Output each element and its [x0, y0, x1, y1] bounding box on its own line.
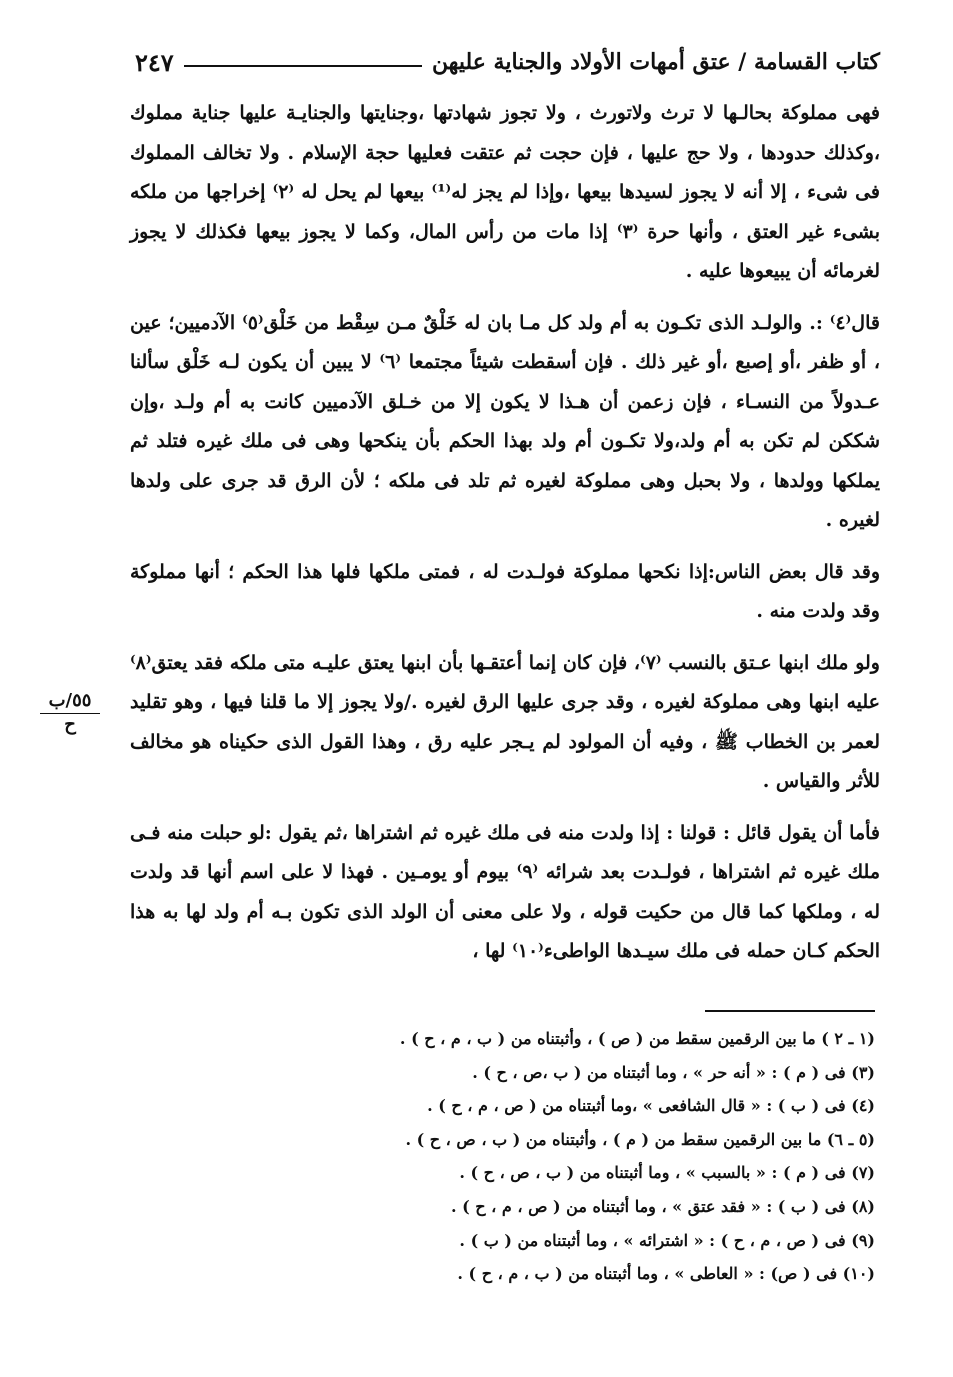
footnote: (١٠) فى ( ص) : « العاطى » ، وما أثبتناه من ( ب ، م ، ح ) . [457, 1264, 875, 1284]
footnote: (١ ـ ٢ ) ما بين الرقمين سقط من ( ص ) ، وأثبتناه من ( ب ، م ، ح ) . [399, 1029, 875, 1048]
paragraph: ولو ملك ابنها عـتق بالنسب ⁽٧⁾، فإن كان إنما أعتقـها بأن ابنها يعتق عليـه متى ملكه فقد يعتق⁽٨⁾ عليه ابنها وهى مملوكة لغيره ، وقد جرى عليها الرق لغيره ./ولا يجوز إلا ما قلنا فيها ، وهو تقليد لعمر بن الخطاب ﷺ ، وفيه أن المولود لم يـجر عليه رق ، وهذا القول الذى حكيناه هو مخالف للأثر والقياس . [130, 651, 880, 792]
page-number: ٢٤٧ [135, 47, 174, 77]
running-header [135, 42, 880, 82]
manuscript-folio-note [40, 690, 100, 735]
footnotes [300, 1022, 875, 1291]
footnote: (٤) فى ( ب ) : « قال الشافعى » ،وما أثبتناه من ( ص ، م ، ح ) . [427, 1096, 875, 1116]
footnote: (٩) فى ( ص ، م ، ح ) : « اشترائه » ، وما أثبتناه من ( ب ) . [459, 1230, 875, 1250]
paragraph: فأما أن يقول قائل : قولنا : إذا ولدت منه فى ملك غيره ثم اشتراها ،ثم يقول :لو حبلت منه فـى ملك غيره ثم اشتراها ، فولـدت بعد شرائه ⁽٩⁾ بيوم أو يومـين . فهذا لا على اسم أنها قد ولدت له ، وملكها كما قال من حكيت قوله ، ولا على معنى أن الولد الذى تكون بـه أم ولد لها به هذا الحكم كـان حمله فى ملك سيـدها الواطىء⁽١٠⁾ لها ، [130, 821, 880, 962]
main-text [130, 94, 880, 984]
paragraph: وقد قال بعض الناس:إذا نكحها مملوكة فولـدت له ، فمتى ملكها فلها هذا الحكم ؛ أنها مملوكة وقد ولدت منه . [130, 560, 880, 622]
footnote: (٣) فى ( م ) : « أنه حر » ، وما أثبتناه من ( ب ،ص ، ح ) . [472, 1062, 875, 1082]
paragraph: قال⁽٤⁾ :. والولـد الذى تكـون به أم ولد كل مـا بان له خَلْقٌ مـن سِقْط من خَلْق⁽٥⁾ الآدميين؛ عين ، أو ظفر ،أو إصبع ،أو غير ذلك . فإن أسقطت شيئاً مجتمعا ⁽٦⁾ لا يبين أن يكون لـه خَلْق سألنا عـدولاً من النسـاء ، فإن زعمن أن هـذا لا يكون إلا من خـلق الآدميين كانت به أم ولـد ،وإن شككن لم تكن به أم ولد،ولا تكـون أم ولد بهذا الحكم بأن ينكحها وهى فى ملك غيره فتلد ثم يملكها وولدها ، ولا بحبل وهى مملوكة لغيره ثم تلد فى ملكه ؛ لأن الرق قد جرى على ولدها لغيره . [130, 311, 880, 531]
footnote: (٧) فى ( م ) : « بالسبب » ، وما أثبتناه من ( ب ، ص ، ح ) . [459, 1163, 875, 1183]
footnote: (٥ ـ ٦) ما بين الرقمين سقط من ( م ) ، وأثبتناه من ( ب ، ص ، ح ) . [405, 1129, 875, 1149]
header-title: كتاب القسامة / عتق أمهات الأولاد والجناية عليهن [431, 49, 880, 75]
paragraph: فهى مملوكة بحالـها لا ترث ولاتورث ، ولا تجوز شهادتها ،وجنايتها والجنايـة عليها جناية مملوك ،وكذلك حدودها ، ولا حج عليها ، فإن حجت ثم عتقت فعليها حجة الإسلام . ولا تخالف المملوك فى شىء ، إلا أنه لا يجوز لسيدها بيعها ،وإذا لم يجز له⁽¹⁾ بيعها لم يحل له ⁽٢⁾ إخراجها من ملكه بشىء غير العتق ، وأنها حرة ⁽٣⁾ إذا مات من رأس المال، وكما لا يجوز بيعها فكذلك لا يجوز لغرمائه أن يبيعوها عليه . [130, 102, 880, 282]
header-rule [184, 65, 422, 67]
folio-number: ٥٥/ب [40, 690, 100, 714]
footnote: (٨) فى ( ب ) : « فقد عتق » ، وما أثبتناه من ( ص ، م ، ح ) . [450, 1196, 875, 1216]
footnote-separator [705, 1010, 875, 1012]
manuscript-siglum: ح [64, 714, 76, 735]
